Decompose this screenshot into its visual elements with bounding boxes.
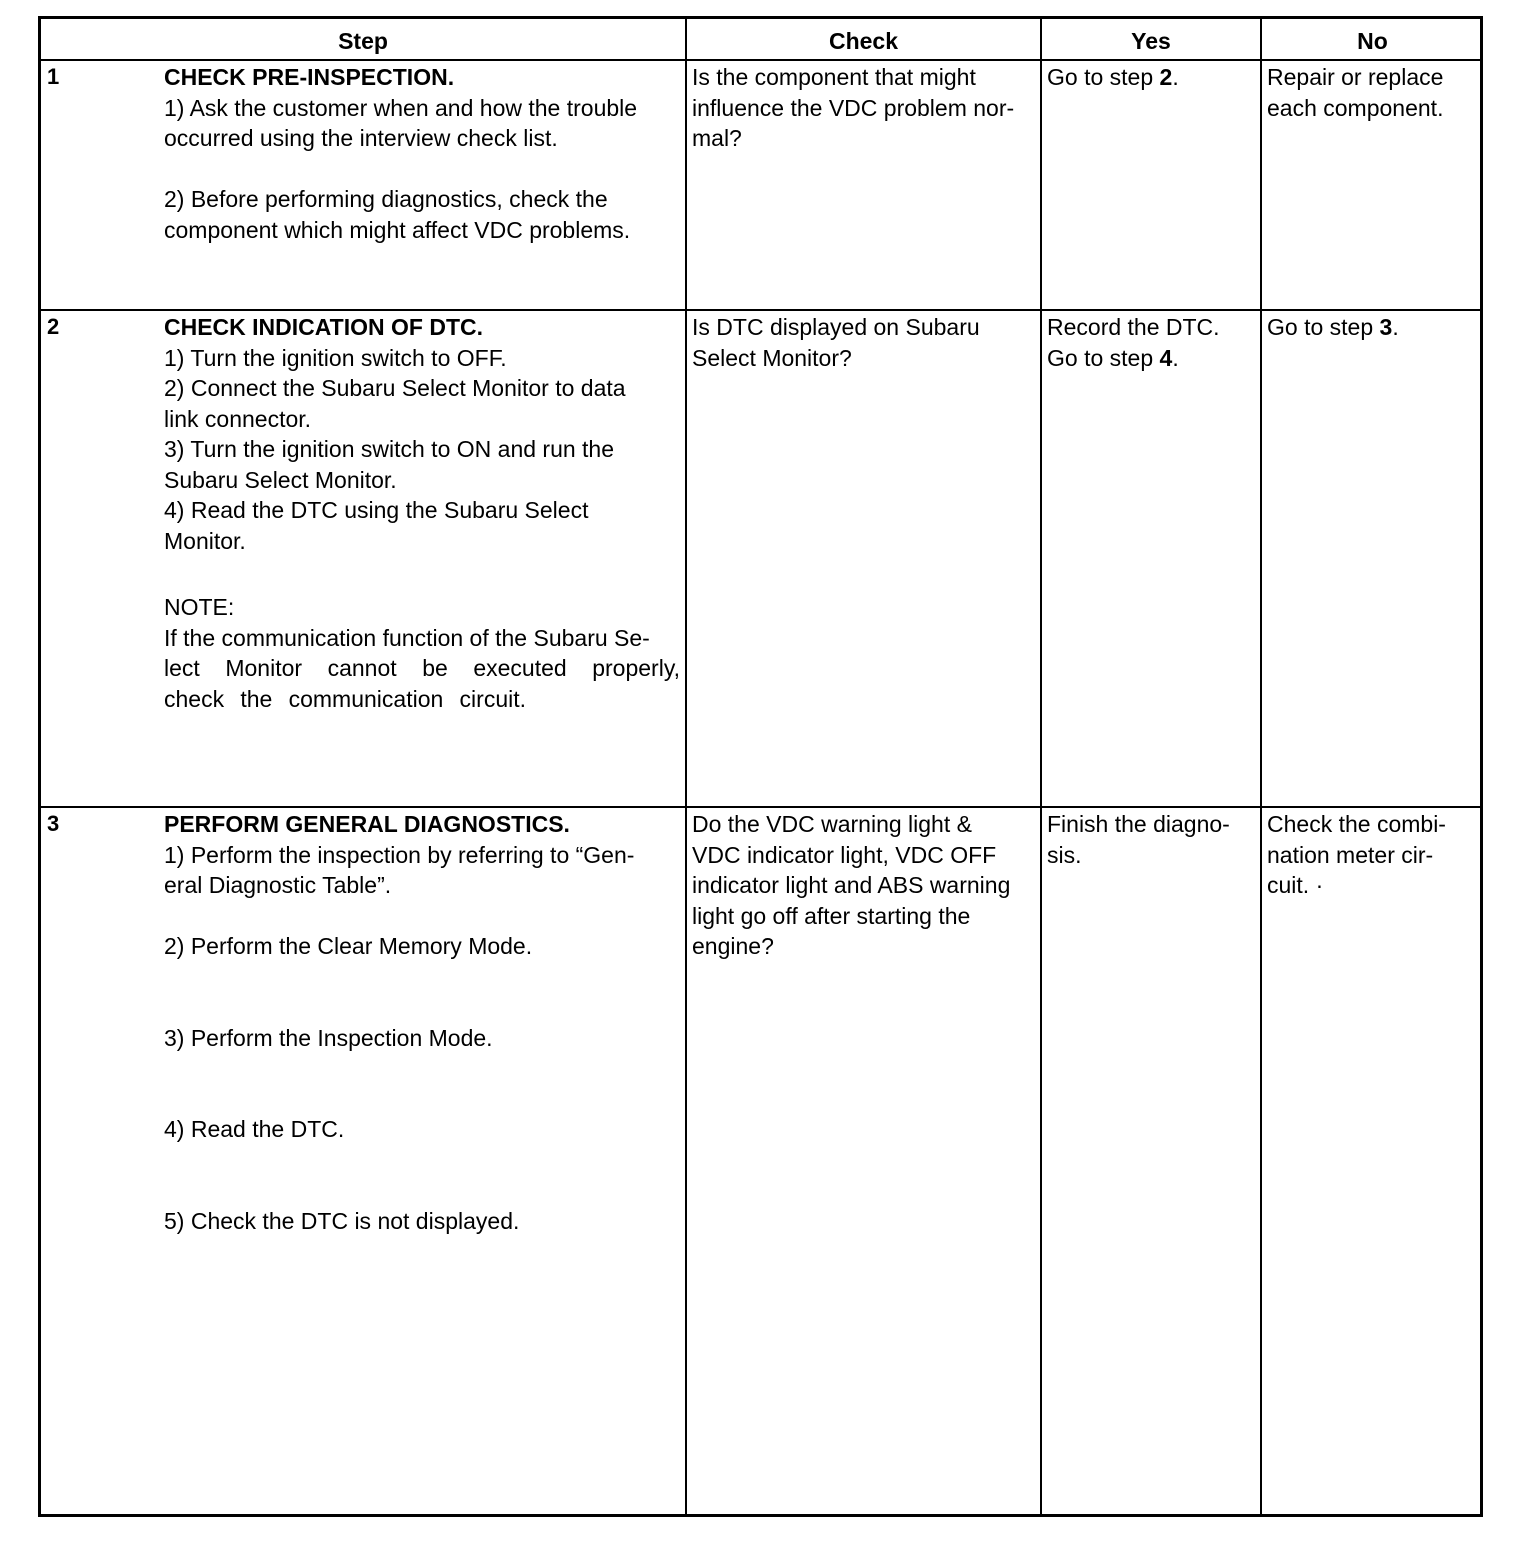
check-content — [692, 312, 1037, 373]
step-line: 5) Check the DTC is not displayed. — [164, 1207, 520, 1234]
no-line: Repair or replace — [1267, 64, 1444, 90]
yes-step-link: 4 — [1159, 344, 1173, 371]
step-line: 1) Turn the ignition switch to OFF. — [164, 344, 507, 371]
check-line: light go off after starting the — [692, 902, 971, 929]
check-line: engine? — [692, 933, 774, 959]
step-line: eral Diagnostic Table”. — [164, 872, 392, 898]
yes-content — [1047, 809, 1257, 870]
yes-text: Go to step — [1047, 64, 1160, 90]
step-line: 2) Connect the Subaru Select Monitor to data — [164, 375, 626, 401]
yes-content — [1047, 62, 1257, 93]
step-content — [164, 62, 679, 245]
step-line: 2) Before performing diagnostics, check the — [164, 186, 608, 212]
step-line: Monitor. — [164, 527, 246, 554]
step-line: 2) Perform the Clear Memory Mode. — [164, 933, 533, 959]
header-step: Step — [338, 28, 388, 54]
step-line: link connector. — [164, 405, 312, 432]
step-line: 4) Read the DTC using the Subaru Select — [164, 497, 589, 523]
yes-line: sis. — [1047, 841, 1082, 868]
step-line: component which might affect VDC problems. — [164, 216, 631, 243]
check-line: influence the VDC problem nor- — [692, 94, 1015, 121]
step-line: 4) Read the DTC. — [164, 1116, 345, 1142]
header-no: No — [1357, 28, 1388, 54]
check-line: Is the component that might — [692, 64, 976, 90]
step-title: CHECK PRE-INSPECTION. — [164, 64, 455, 90]
note-line: check the communication circuit. — [164, 685, 526, 712]
step-line: 1) Perform the inspection by referring to “Gen- — [164, 841, 635, 868]
yes-end: . — [1172, 344, 1179, 371]
no-text: Go to step — [1267, 314, 1380, 340]
column-divider — [1040, 19, 1042, 1514]
step-title: PERFORM GENERAL DIAGNOSTICS. — [164, 811, 570, 837]
note-label: NOTE: — [164, 594, 235, 620]
yes-step-link: 2 — [1159, 64, 1173, 90]
no-line: nation meter cir- — [1267, 841, 1434, 868]
yes-end: . — [1172, 64, 1179, 90]
step-number: 1 — [47, 64, 60, 89]
step-title: CHECK INDICATION OF DTC. — [164, 314, 484, 340]
note-line: If the communication function of the Subaru Se- — [164, 624, 650, 651]
step-line: 3) Perform the Inspection Mode. — [164, 1024, 493, 1051]
no-end: . — [1392, 314, 1399, 340]
check-line: indicator light and ABS warning — [692, 872, 1011, 898]
check-line: mal? — [692, 125, 742, 151]
no-content — [1267, 62, 1481, 123]
no-line: cuit. · — [1267, 872, 1324, 898]
check-line: Is DTC displayed on Subaru — [692, 314, 980, 340]
row-divider — [41, 309, 1480, 311]
step-line: 3) Turn the ignition switch to ON and run the — [164, 436, 615, 462]
check-line: Do the VDC warning light & — [692, 811, 972, 837]
yes-line: Finish the diagno- — [1047, 811, 1230, 837]
yes-line: Record the DTC. — [1047, 314, 1220, 340]
step-content — [164, 809, 680, 1236]
no-line: each component. — [1267, 94, 1444, 121]
yes-content — [1047, 312, 1257, 373]
no-content — [1267, 312, 1481, 343]
header-check: Check — [828, 28, 899, 54]
note-line: lect Monitor cannot be executed properly, — [164, 655, 680, 681]
yes-text: Go to step — [1047, 344, 1160, 371]
column-divider — [685, 19, 687, 1514]
no-step-link: 3 — [1379, 314, 1393, 340]
step-content — [164, 312, 680, 714]
no-content — [1267, 809, 1481, 901]
step-line: 1) Ask the customer when and how the trouble — [164, 94, 638, 121]
step-number: 2 — [47, 314, 60, 339]
check-line: Select Monitor? — [692, 344, 852, 371]
row-divider — [41, 806, 1480, 808]
step-line: occurred using the interview check list. — [164, 125, 558, 151]
check-content — [692, 809, 1037, 962]
check-content — [692, 62, 1037, 154]
check-line: VDC indicator light, VDC OFF — [692, 841, 997, 868]
column-divider — [1260, 19, 1262, 1514]
header-yes: Yes — [1131, 28, 1171, 54]
no-line: Check the combi- — [1267, 811, 1446, 837]
step-line: Subaru Select Monitor. — [164, 466, 397, 493]
diagnostic-table — [38, 16, 1483, 1517]
step-number: 3 — [47, 811, 60, 836]
